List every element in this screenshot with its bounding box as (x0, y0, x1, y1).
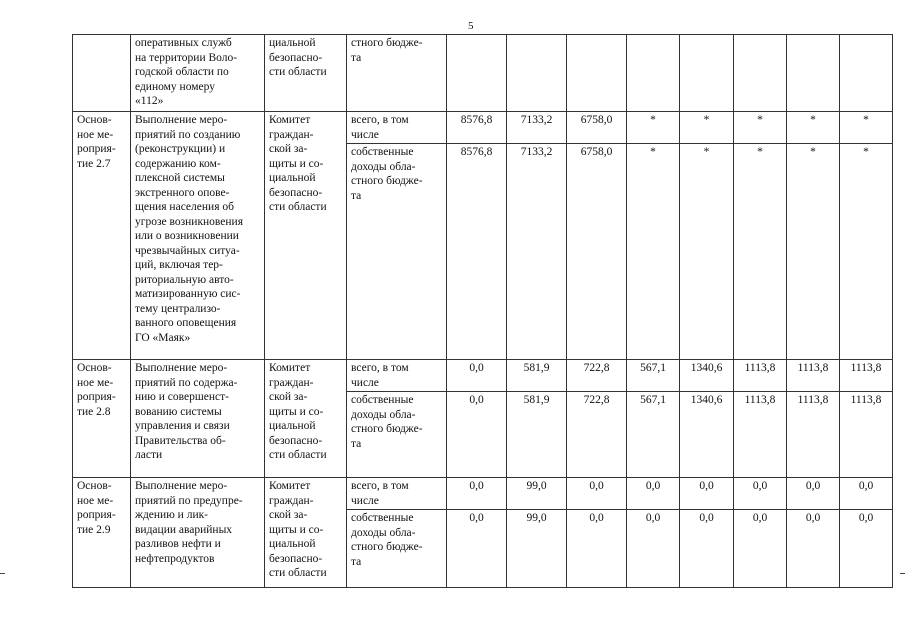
value-cell: 1113,8 (787, 392, 840, 478)
value-cell: 581,9 (507, 392, 567, 478)
executor-cell: циальной безопасно- сти области (265, 35, 347, 112)
value-cell: 722,8 (567, 360, 627, 392)
value-cell: * (787, 144, 840, 360)
value-cell: * (627, 144, 680, 360)
value-cell: * (680, 112, 734, 144)
value-cell: 722,8 (567, 392, 627, 478)
value-cell: 6758,0 (567, 112, 627, 144)
value-cell: 0,0 (447, 392, 507, 478)
value-cell: 99,0 (507, 478, 567, 510)
value-cell: 1113,8 (734, 392, 787, 478)
value-cell: 0,0 (447, 510, 507, 588)
measure-code-cell: Основ- ное ме- роприя- тие 2.8 (73, 360, 131, 478)
executor-cell: Комитет граждан- ской за- щиты и со- циальной безопасно- сти области (265, 360, 347, 478)
value-cell (567, 35, 627, 112)
value-cell: 0,0 (627, 478, 680, 510)
value-cell: 1113,8 (840, 392, 893, 478)
table-row (73, 35, 893, 112)
value-cell: 0,0 (680, 478, 734, 510)
value-cell: 0,0 (787, 478, 840, 510)
measure-name-cell: Выполнение меро- приятий по предупре- ждению и лик- видации аварийных разливов нефти и нефтепродуктов (131, 478, 265, 588)
value-cell: 0,0 (447, 360, 507, 392)
value-cell: 0,0 (734, 510, 787, 588)
value-cell: 0,0 (627, 510, 680, 588)
value-cell: * (787, 112, 840, 144)
value-cell (507, 35, 567, 112)
value-cell: 6758,0 (567, 144, 627, 360)
value-cell: 567,1 (627, 392, 680, 478)
value-cell: * (734, 144, 787, 360)
value-cell (787, 35, 840, 112)
funding-source-cell: собственные доходы обла- стного бюдже- та (347, 392, 447, 478)
executor-cell: Комитет граждан- ской за- щиты и со- циальной безопасно- сти области (265, 112, 347, 360)
value-cell: * (627, 112, 680, 144)
value-cell: 99,0 (507, 510, 567, 588)
executor-cell: Комитет граждан- ской за- щиты и со- циальной безопасно- сти области (265, 478, 347, 588)
value-cell (840, 35, 893, 112)
funding-source-cell: собственные доходы обла- стного бюдже- та (347, 510, 447, 588)
table-row (73, 360, 893, 392)
funding-source-cell: всего, в том числе (347, 112, 447, 144)
value-cell: 0,0 (567, 510, 627, 588)
value-cell: 1113,8 (840, 360, 893, 392)
funding-source-cell: всего, в том числе (347, 360, 447, 392)
table-row (73, 478, 893, 510)
measure-code-cell: Основ- ное ме- роприя- тие 2.9 (73, 478, 131, 588)
value-cell: 1340,6 (680, 360, 734, 392)
budget-table (72, 34, 893, 588)
value-cell (734, 35, 787, 112)
table-row (73, 112, 893, 144)
measure-name-cell: Выполнение меро- приятий по созданию (реконструкции) и содержанию ком- плексной системы экстренного опове- щения населения об угрозе возникновения или о возникновении чрезвычайных ситуа- ций, включая тер- риториальную авто- матизированную сис- тему централизо- ванного оповещения ГО «Маяк» (131, 112, 265, 360)
value-cell: 1113,8 (734, 360, 787, 392)
edge-mark (900, 573, 905, 574)
value-cell: 1340,6 (680, 392, 734, 478)
value-cell: 8576,8 (447, 112, 507, 144)
measure-name-cell: Выполнение меро- приятий по содержа- нию и совершенст- вованию системы управления и связи Правительства об- ласти (131, 360, 265, 478)
value-cell: 567,1 (627, 360, 680, 392)
value-cell: 7133,2 (507, 144, 567, 360)
value-cell: 7133,2 (507, 112, 567, 144)
value-cell: 1113,8 (787, 360, 840, 392)
measure-name-cell: оперативных служб на территории Воло- годской области по единому номеру «112» (131, 35, 265, 112)
value-cell: 0,0 (567, 478, 627, 510)
value-cell: 0,0 (680, 510, 734, 588)
value-cell: 0,0 (734, 478, 787, 510)
value-cell: * (680, 144, 734, 360)
value-cell: 0,0 (787, 510, 840, 588)
page-number: 5 (468, 20, 474, 32)
measure-code-cell (73, 35, 131, 112)
value-cell: 8576,8 (447, 144, 507, 360)
value-cell: * (734, 112, 787, 144)
funding-source-cell: собственные доходы обла- стного бюдже- та (347, 144, 447, 360)
value-cell (680, 35, 734, 112)
value-cell (447, 35, 507, 112)
value-cell: 581,9 (507, 360, 567, 392)
value-cell: * (840, 112, 893, 144)
funding-source-cell: всего, в том числе (347, 478, 447, 510)
value-cell: * (840, 144, 893, 360)
funding-source-cell: стного бюдже- та (347, 35, 447, 112)
value-cell (627, 35, 680, 112)
measure-code-cell: Основ- ное ме- роприя- тие 2.7 (73, 112, 131, 360)
value-cell: 0,0 (840, 478, 893, 510)
edge-mark (0, 573, 5, 574)
value-cell: 0,0 (840, 510, 893, 588)
value-cell: 0,0 (447, 478, 507, 510)
